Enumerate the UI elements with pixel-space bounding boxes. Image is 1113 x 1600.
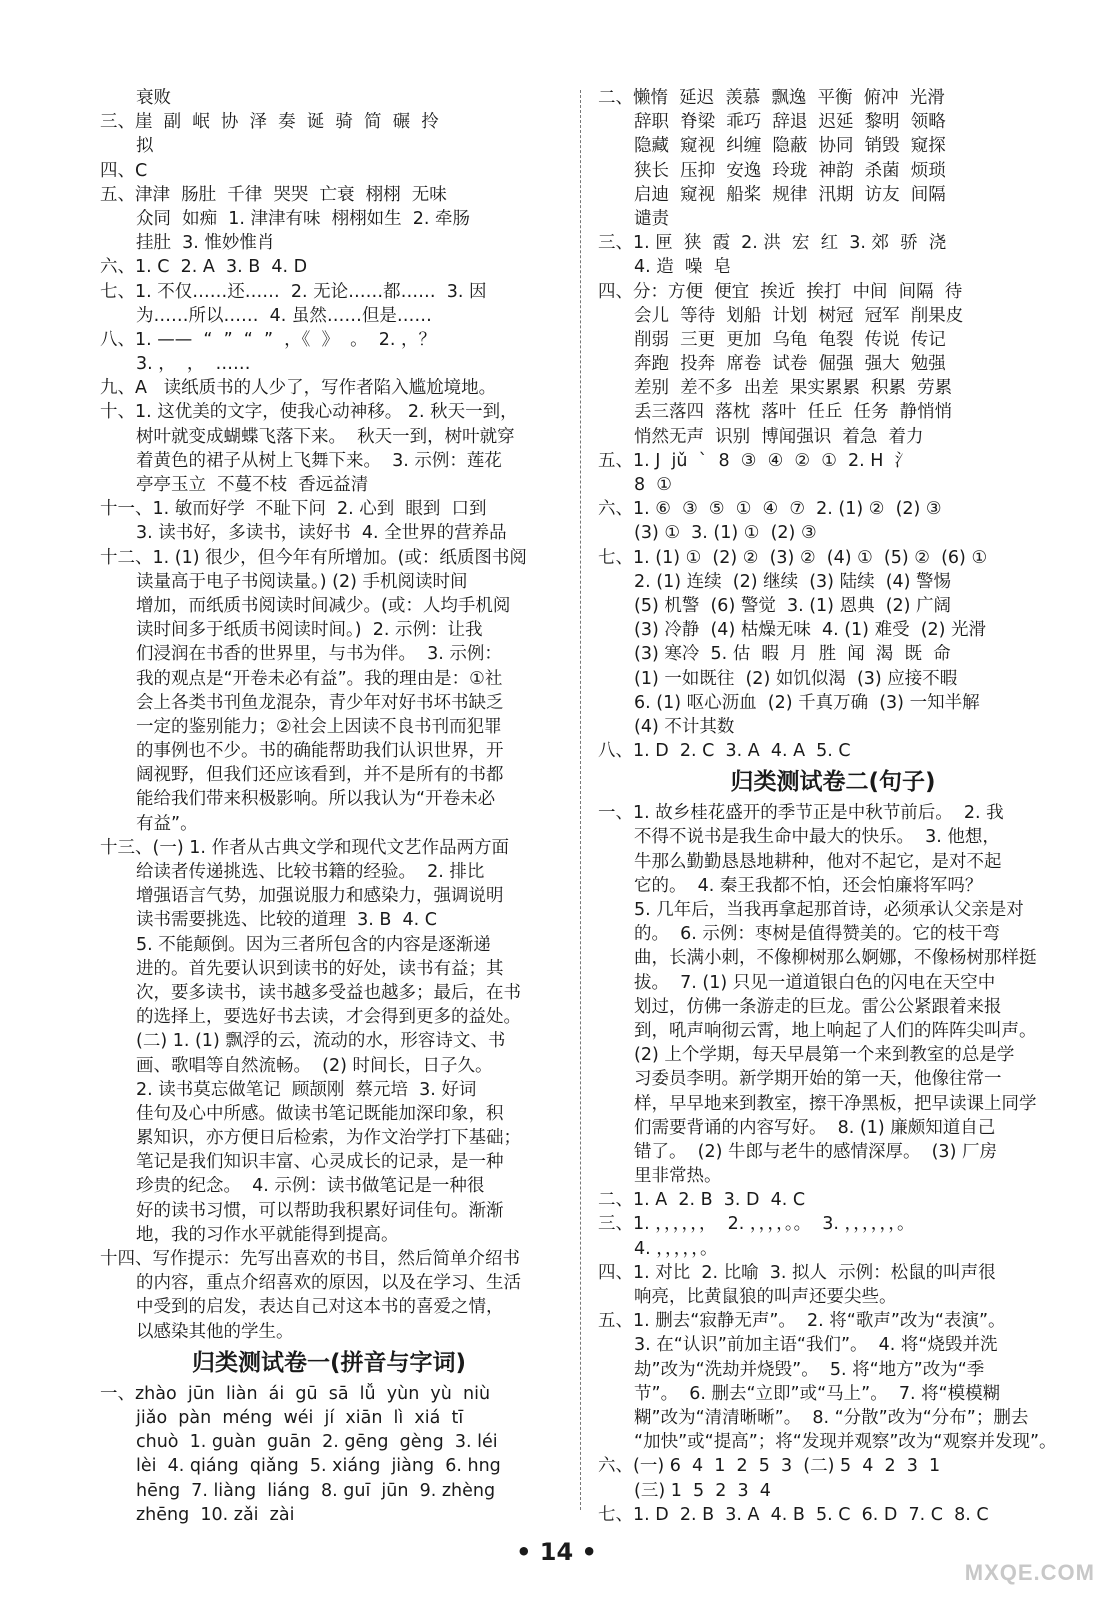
answer-line: 划过，仿佛一条游走的巨龙。雷公公紧跟着来报 [634,996,1002,1017]
answer-line: (1) 一如既往 (2) 如饥似渴 (3) 应接不暇 [634,668,958,689]
answer-line: 辞职 脊梁 乖巧 辞退 迟延 黎明 领略 [634,112,946,133]
answer-line: 读书需要挑选、比较的道理 3. B 4. C [136,910,437,931]
answer-line: 能给我们带来积极影响。所以我认为“开卷未必 [136,789,496,810]
answer-line: 次，要多读书，读书越多受益也越多；最后，在书 [136,982,521,1003]
answer-line: 十二、1. (1) 很少，但今年有所增加。(或：纸质图书阅 [100,547,527,568]
answer-line: (2) 上个学期，每天早晨第一个来到教室的总是学 [634,1045,1015,1066]
section-heading: 归类测试卷二(句子) [730,769,936,796]
answer-line: 七、1. D 2. B 3. A 4. B 5. C 6. D 7. C 8. C [598,1504,989,1525]
answer-line: 的内容，重点介绍喜欢的原因，以及在学习、生活 [136,1273,521,1294]
answer-line: 4. 造 噪 皂 [634,257,732,278]
answer-column-right [598,86,1068,1527]
answer-line: 曲，长满小刺，不像柳树那么婀娜，不像杨树那样挺 [634,948,1037,969]
answer-line: 阔视野，但我们还应该看到，并不是所有的书都 [136,765,504,786]
column-divider [580,90,581,1510]
answer-line: 会儿 等待 划船 计划 树冠 冠军 削果皮 [634,305,964,326]
answer-line: 的。 6. 示例：枣树是值得赞美的。它的枝干弯 [634,924,1000,945]
answer-line: 树叶就变成蝴蝶飞落下来。 秋天一到，树叶就穿 [136,426,515,447]
answer-line: 启迪 窥视 船桨 规律 汛期 访友 间隔 [634,184,946,205]
answer-line: (4) 不计其数 [634,716,735,737]
answer-line: 五、津津 肠肚 千律 哭哭 亡衰 栩栩 无味 [100,184,447,205]
answer-line: 2. (1) 连续 (2) 继续 (3) 陆续 (4) 警惕 [634,571,952,592]
answer-line: 增加，而纸质书阅读时间减少。(或：人均手机阅 [136,595,511,616]
answer-line: 它的。 4. 秦王我都不怕，还会怕廉将军吗？ [634,875,983,896]
answer-line: 着黄色的裙子从树上飞舞下来。 3. 示例：莲花 [136,450,502,471]
answer-line: 二、懒惰 延迟 羡慕 飘逸 平衡 俯冲 光滑 [598,88,945,108]
answer-line: 笔记是我们知识丰富、心灵成长的记录，是一种 [136,1152,504,1173]
answer-line: 我的观点是“开卷未必有益”。我的理由是：①社 [136,668,503,689]
answer-line: 奔跑 投奔 席卷 试卷 倔强 强大 勉强 [634,354,946,375]
answer-line: (二) 1. (1) 飘浮的云，流动的水，形容诗文、书 [136,1031,506,1052]
answer-line: 有益”。 [136,813,198,834]
answer-line: 里非常热。 [634,1166,722,1187]
answer-line: 3. 在“认识”前加主语“我们”。 4. 将“烧毁并洗 [634,1335,998,1356]
answer-line: 一、zhào jūn liàn ái gū sā lǚ yùn yù niù [100,1383,491,1404]
answer-line: jiǎo pàn méng wéi jí xiān lì xiá tī [136,1407,464,1428]
answer-line: 读时间多于纸质书阅读时间。) 2. 示例：让我 [136,620,483,641]
answer-line: 劫”改为“洗劫并烧毁”。 5. 将“地方”改为“季 [634,1359,985,1380]
answer-line: 珍贵的纪念。 4. 示例：读书做笔记是一种很 [136,1176,485,1197]
answer-line: 5. 不能颠倒。因为三者所包含的内容是逐渐递 [136,934,491,955]
answer-line: 八、1. —— “ ” “ ” ，《 》 。 2. ，？ [100,329,437,350]
answer-line: 丢三落四 落枕 落叶 任丘 任务 静悄悄 [634,402,953,423]
answer-line: lèi 4. qiáng qiǎng 5. xiáng jiàng 6. hng [136,1456,501,1477]
answer-line: 七、1. 不仅……还…… 2. 无论……都…… 3. 因 [100,281,487,302]
answer-line: 五、1. J jǔ ˋ 8 ③ ④ ② ① 2. H 氵 [598,450,913,471]
answer-line: 十三、(一) 1. 作者从古典文学和现代文艺作品两方面 [100,837,509,858]
answer-line: 错了。 (2) 牛郎与老牛的感情深厚。 (3) 厂房 [634,1141,997,1162]
answer-line: 们浸润在书香的世界里，与书为伴。 3. 示例： [136,644,502,665]
answer-line: 七、1. (1) ① (2) ② (3) ② (4) ① (5) ② (6) ① [598,547,988,568]
answer-line: 八、1. D 2. C 3. A 4. A 5. C [598,741,851,762]
answer-line: chuò 1. guàn guān 2. gēng gèng 3. léi [136,1432,498,1453]
answer-line: hēng 7. liàng liáng 8. guī jūn 9. zhèng [136,1480,496,1501]
answer-line: 的选择上，要选好书去读，才会得到更多的益处。 [136,1007,521,1028]
answer-line: 们需要背诵的内容写好。 8. (1) 廉颇知道自己 [634,1117,996,1138]
answer-line: 差别 差不多 出差 果实累累 积累 劳累 [634,378,953,399]
answer-line: 六、1. C 2. A 3. B 4. D [100,257,308,278]
answer-line: 六、1. ⑥ ③ ⑤ ① ④ ⑦ 2. (1) ② (2) ③ [598,499,942,520]
answer-line: (5) 机警 (6) 警觉 3. (1) 恩典 (2) 广阔 [634,595,952,616]
answer-line: 地，我的习作水平就能得到提高。 [136,1224,399,1245]
answer-line: 九、A 读纸质书的人少了，写作者陷入尴尬境地。 [100,378,497,399]
answer-line: 为……所以…… 4. 虽然……但是…… [136,305,432,326]
answer-line: 会上各类书刊鱼龙混杂，青少年对好书坏书缺乏 [136,692,504,713]
answer-line: (三) 1 5 2 3 4 [634,1480,771,1501]
answer-line: 6. (1) 呕心沥血 (2) 千真万确 (3) 一知半解 [634,692,980,713]
answer-line: 4. ，，，，，。 [634,1238,718,1259]
answer-line: 亭亭玉立 不蔓不枝 香远益清 [136,475,369,495]
answer-line: 五、1. 删去“寂静无声”。 2. 将“歌声”改为“表演”。 [598,1311,1006,1332]
answer-line: 3. 读书好，多读书，读好书 4. 全世界的营养品 [136,523,507,544]
answer-line: 衰败 [136,88,171,108]
answer-column-left [100,86,558,1527]
answer-line: 十、1. 这优美的文字，使我心动神移。 2. 秋天一到， [100,402,518,423]
answer-line: 众同 如痴 1. 津津有味 栩栩如生 2. 牵肠 [136,208,471,229]
answer-line: 中受到的启发，表达自己对这本书的喜爱之情， [136,1297,504,1318]
answer-line: 2. 读书莫忘做笔记 顾颉刚 蔡元培 3. 好词 [136,1079,477,1100]
answer-line: 拟 [136,136,154,157]
answer-line: 悄然无声 识别 博闻强识 着急 着力 [634,426,924,447]
answer-line: 三、1. 匣 狭 霞 2. 洪 宏 红 3. 郊 骄 浇 [598,233,947,254]
answer-line: 三、崖 副 岷 协 泽 奏 诞 骑 简 碾 拎 [100,112,439,133]
answer-line: 习委员李明。新学期开始的第一天，他像往常一 [634,1069,1002,1090]
answer-line: (3) ① 3. (1) ① (2) ③ [634,523,817,544]
answer-line: zhēng 10. zǎi zài [136,1504,295,1525]
answer-line: 三、1. ，，，，，， 2. ，，，，。。 3. ，，，，，，。 [598,1214,915,1235]
answer-line: 隐藏 窥视 纠缠 隐蔽 协同 销毁 窥探 [634,136,946,157]
answer-line: 四、1. 对比 2. 比喻 3. 拟人 示例：松鼠的叫声很 [598,1262,996,1283]
answer-line: 一、1. 故乡桂花盛开的季节正是中秋节前后。 2. 我 [598,803,1004,824]
answer-line: 二、1. A 2. B 3. D 4. C [598,1190,806,1211]
answer-line: 拔。 7. (1) 只见一道道银白色的闪电在天空中 [634,972,996,993]
answer-line: 画、歌唱等自然流畅。 (2) 时间长，日子久。 [136,1055,493,1076]
answer-line: 8 ① [634,475,672,495]
answer-line: 牛那么勤勤恳恳地耕种，他对不起它，是对不起 [634,851,1002,872]
answer-line: 给读者传递挑选、比较书籍的经验。 2. 排比 [136,862,485,882]
answer-line: 不得不说书是我生命中最大的快乐。 3. 他想， [634,827,1000,848]
answer-line: 谴责 [634,208,669,229]
answer-line: 糊”改为“清清晰晰”。 8. “分散”改为“分布”；删去 [634,1407,1029,1428]
answer-line: 六、(一) 6 4 1 2 5 3 (二) 5 4 2 3 1 [598,1456,941,1477]
answer-line: 累知识，亦方便日后检索，为作文治学打下基础； [136,1128,521,1149]
answer-line: 响亮，比黄鼠狼的叫声还要尖些。 [634,1287,897,1307]
answer-line: 狭长 压抑 安逸 玲珑 神韵 杀菌 烦琐 [634,160,946,181]
answer-line: 节”。 6. 删去“立即”或“马上”。 7. 将“模模糊 [634,1383,1001,1404]
answer-line: (3) 冷静 (4) 枯燥无味 4. (1) 难受 (2) 光滑 [634,620,987,641]
answer-line: (3) 寒冷 5. 估 暇 月 胜 闻 渴 既 命 [634,644,951,665]
answer-line: 3. ， ， …… [136,354,251,375]
watermark-logo: MXQE.COM [964,1560,1095,1585]
answer-line: 一定的鉴别能力；②社会上因读不良书刊而犯罪 [136,716,502,737]
answer-line: “加快”或“提高”；将“发现并观察”改为“观察并发现”。 [634,1432,1057,1453]
answer-line: 十四、写作提示：先写出喜欢的书目，然后简单介绍书 [100,1249,520,1269]
answer-line: 四、C [100,160,148,181]
answer-line: 十一、1. 敏而好学 不耻下问 2. 心到 眼到 口到 [100,499,487,520]
answer-line: 好的读书习惯，可以帮助我积累好词佳句。渐渐 [136,1200,504,1221]
answer-line: 进的。首先要认识到读书的好处，读书有益；其 [136,958,504,979]
page-number: • 14 • [516,1538,597,1566]
answer-line: 佳句及心中所感。做读书笔记既能加深印象，积 [136,1103,504,1124]
answer-line: 增强语言气势，加强说服力和感染力，强调说明 [136,886,504,907]
answer-line: 到，吼声响彻云霄，地上响起了人们的阵阵尖叫声。 [634,1020,1037,1041]
answer-line: 四、分：方便 便宜 挨近 挨打 中间 间隔 待 [598,281,963,302]
answer-line: 以感染其他的学生。 [136,1321,294,1342]
answer-line: 读量高于电子书阅读量。) (2) 手机阅读时间 [136,571,468,592]
answer-line: 削弱 三更 更加 乌龟 龟裂 传说 传记 [634,329,946,350]
answer-line: 样，早早地来到教室，擦干净黑板，把早读课上同学 [634,1093,1037,1114]
answer-line: 挂肚 3. 惟妙惟肖 [136,233,275,254]
answer-line: 5. 几年后，当我再拿起那首诗，必须承认父亲是对 [634,900,1024,920]
section-heading: 归类测试卷一(拼音与字词) [191,1349,467,1376]
answer-line: 的事例也不少。书的确能帮助我们认识世界，开 [136,741,504,762]
